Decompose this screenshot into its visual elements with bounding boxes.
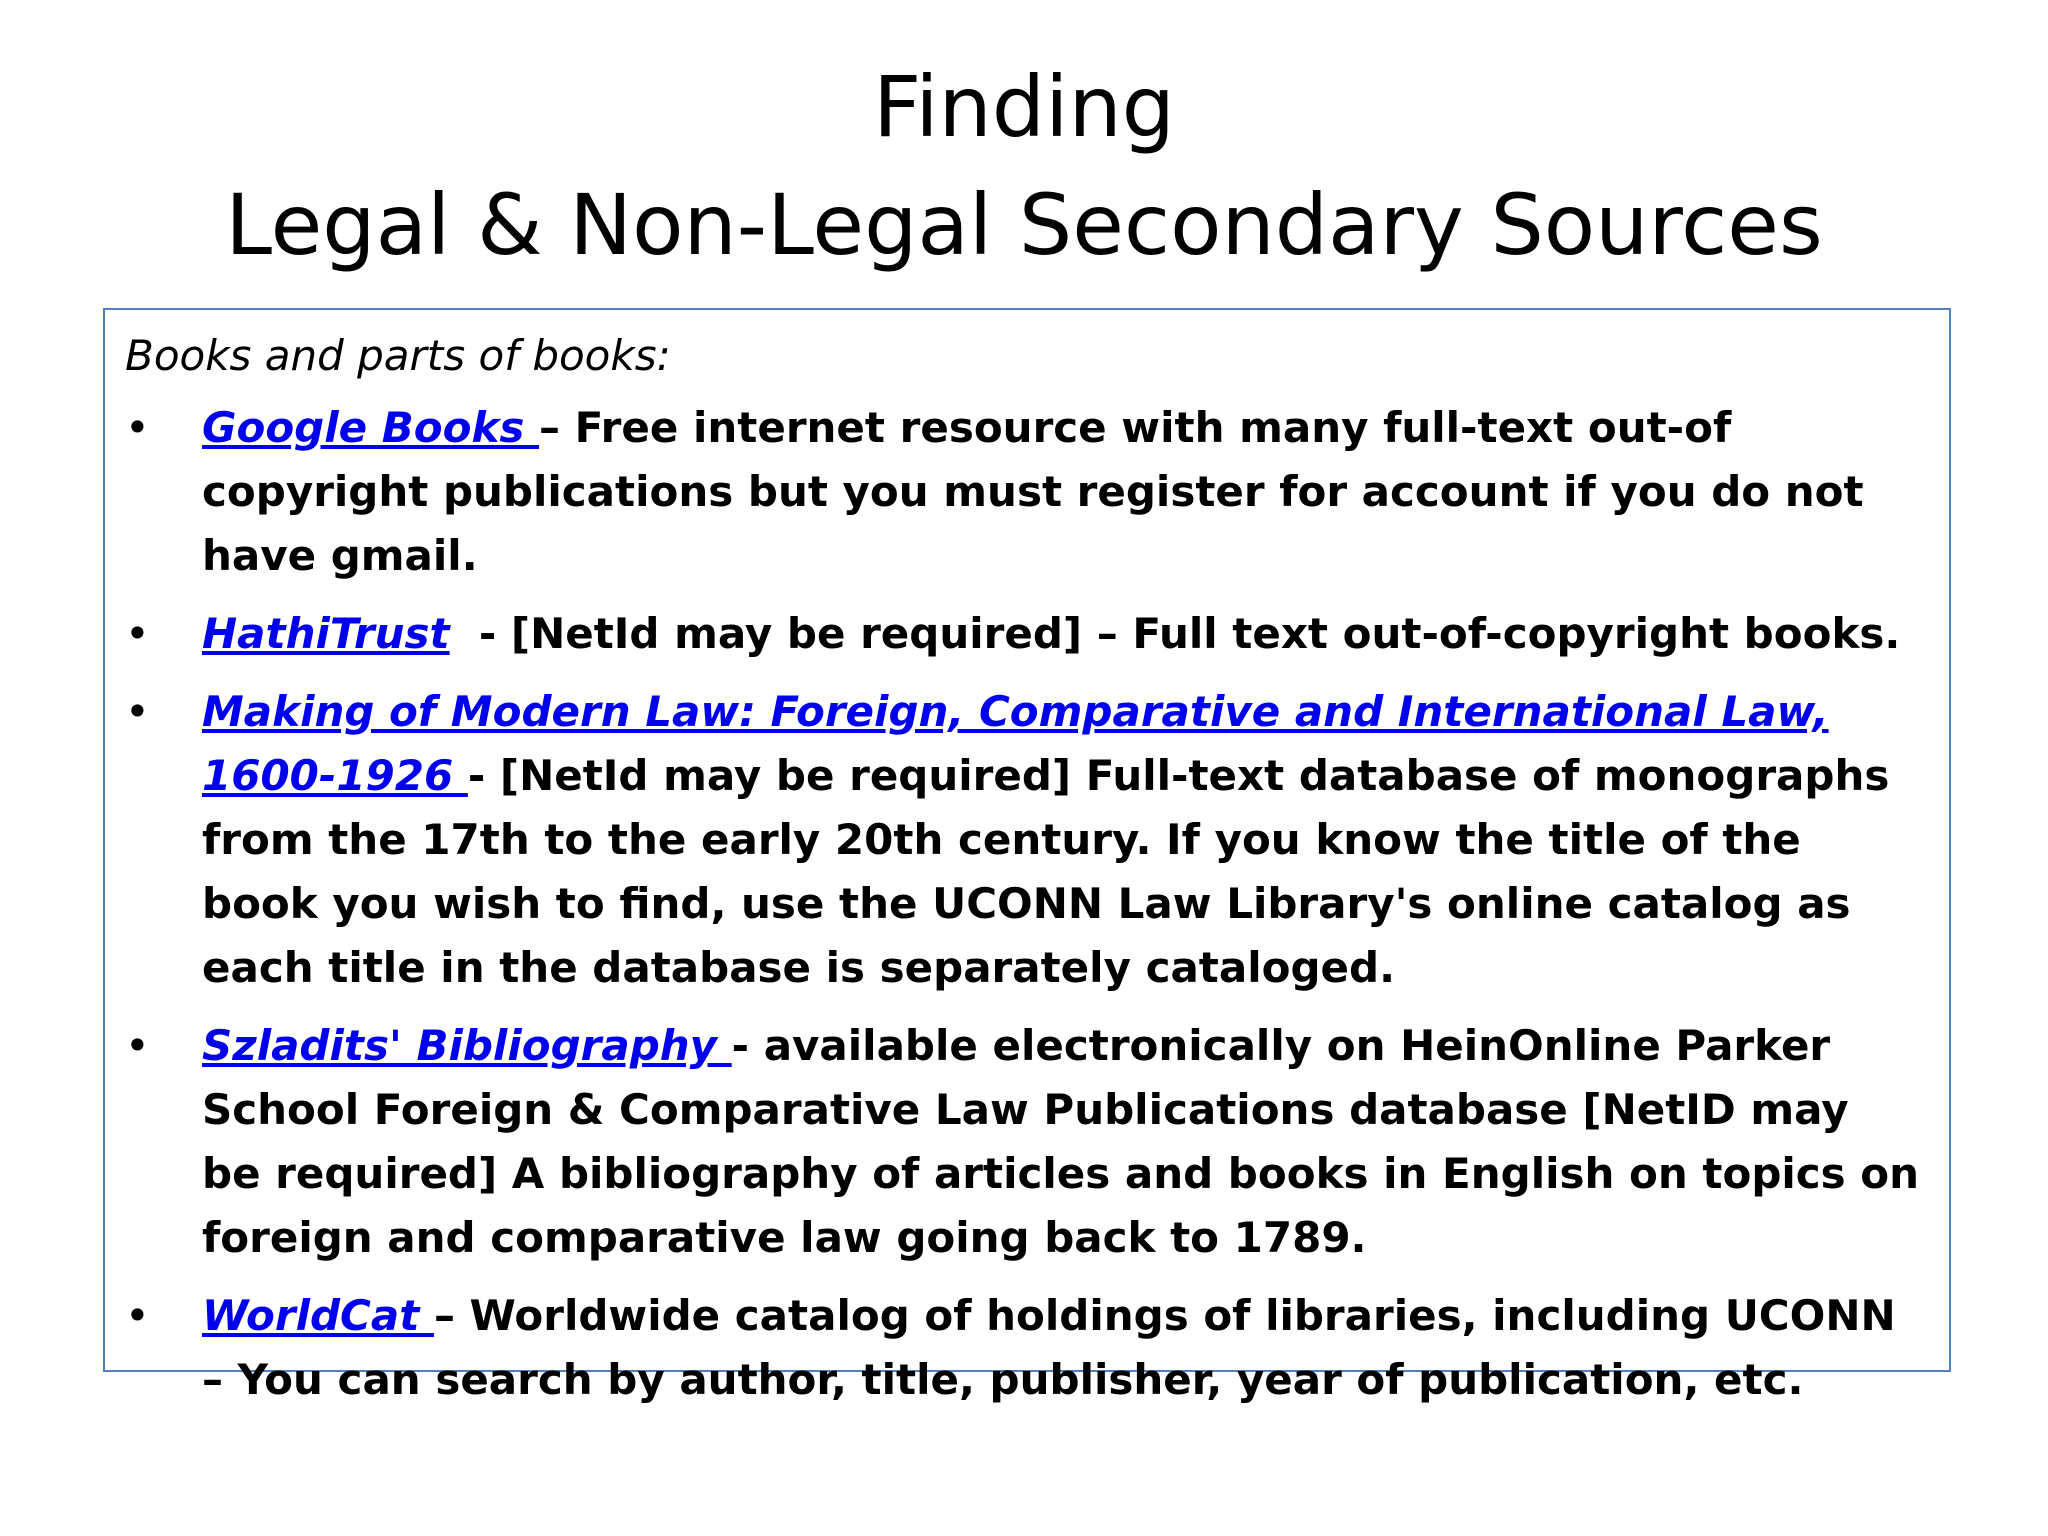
list-item-google-books (125, 396, 1921, 588)
worldcat-link[interactable]: WorldCat (202, 1291, 434, 1340)
bullet-icon: • (125, 687, 150, 736)
google-books-link[interactable]: Google Books (202, 403, 540, 452)
making-of-modern-law-link[interactable]: Making of Modern Law: Foreign, Comparative and International Law, 1600-1926 (202, 687, 1829, 800)
bullet-icon: • (125, 403, 150, 452)
intro-text: Books and parts of books: (125, 331, 671, 380)
szladits-bibliography-description: - available electronically on HeinOnline Parker School Foreign & Comparative Law Publications database [NetID may be required] A bibliography of articles and books in English on topics on foreign and comparative law going back to 1789. (202, 1021, 1920, 1262)
slide-title-line-1: Finding (873, 58, 1175, 156)
hathitrust-description: - [NetId may be required] – Full text out-of-copyright books. (449, 609, 1901, 658)
hathitrust-link[interactable]: HathiTrust (202, 609, 450, 658)
slide-title (0, 48, 2048, 284)
source-list (125, 396, 1921, 1412)
slide-title-line-2: Legal & Non-Legal Secondary Sources (225, 176, 1823, 274)
worldcat-description: – Worldwide catalog of holdings of libraries, including UCONN – You can search by author, title, publisher, year of publication, etc. (202, 1291, 1896, 1404)
list-item-hathitrust (125, 602, 1921, 666)
list-item-making-of-modern-law (125, 680, 1921, 1000)
google-books-description: – Free internet resource with many full-text out-of copyright publications but you must register for account if you do not have gmail. (202, 403, 1864, 580)
bullet-icon: • (125, 1021, 150, 1070)
bullet-icon: • (125, 1291, 150, 1340)
making-of-modern-law-description: - [NetId may be required] Full-text database of monographs from the 17th to the early 20th century. If you know the title of the book you wish to find, use the UCONN Law Library's online catalog as each title in the database is separately cataloged. (202, 751, 1890, 992)
szladits-bibliography-link[interactable]: Szladits' Bibliography (202, 1021, 732, 1070)
content-box (103, 308, 1951, 1404)
list-item-szladits-bibliography (125, 1014, 1921, 1270)
list-item-worldcat (125, 1284, 1921, 1412)
bullet-icon: • (125, 609, 150, 658)
